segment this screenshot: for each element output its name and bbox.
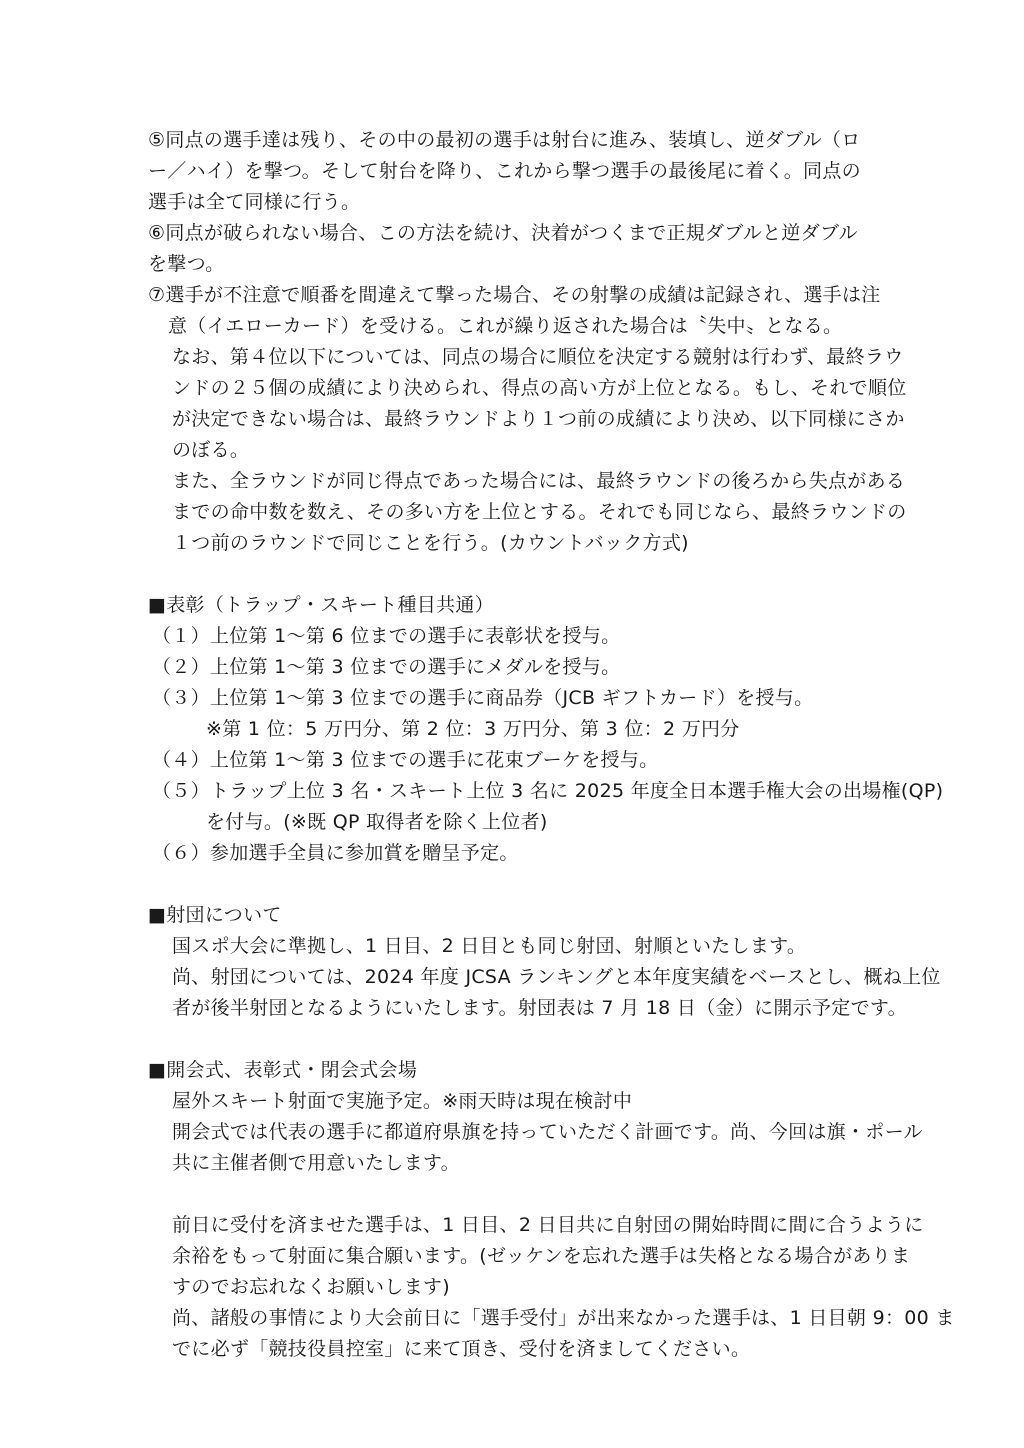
reception-line-4: 尚、諸般の事情により大会前日に「選手受付」が出来なかった選手は、1 日目朝 9：00 ま — [172, 1307, 955, 1329]
squads-line-3: 者が後半射団となるようにいたします。射団表は 7 月 18 日（金）に開示予定です。 — [172, 997, 907, 1019]
note-2-line-2: までの命中数を数え、その多い方を上位とする。それでも同じなら、最終ラウンドの — [172, 501, 907, 523]
awards-item-4: （４）上位第 1～第 3 位までの選手に花束ブーケを授与。 — [152, 749, 659, 771]
note-2-line-1: また、全ラウンドが同じ得点であった場合には、最終ラウンドの後ろから失点がある — [172, 470, 906, 492]
note-1-line-3: が決定できない場合は、最終ラウンドより１つ前の成績により決め、以下同様にさか — [172, 408, 905, 430]
reception-line-5: でに必ず「競技役員控室」に来て頂き、受付を済ましてください。 — [172, 1338, 751, 1360]
rule-5-line-1: ⑤同点の選手達は残り、その中の最初の選手は射台に進み、装填し、逆ダブル（ロ — [148, 129, 861, 151]
ceremony-heading: ■開会式、表彰式・閉会式会場 — [148, 1059, 418, 1081]
reception-line-2: 余裕をもって射面に集合願います。(ゼッケンを忘れた選手は失格となる場合がありま — [172, 1245, 911, 1267]
ceremony-line-1: 屋外スキート射面で実施予定。※雨天時は現在検討中 — [172, 1090, 633, 1112]
squads-heading: ■射団について — [148, 904, 282, 926]
awards-item-5-cont: を付与。(※既 QP 取得者を除く上位者) — [206, 811, 548, 833]
note-2-line-3: １つ前のラウンドで同じことを行う。(カウントバック方式) — [172, 532, 689, 554]
ceremony-line-2: 開会式では代表の選手に都道府県旗を持っていただく計画です。尚、今回は旗・ポール — [172, 1121, 923, 1143]
rule-7-line-2: 意（イエローカード）を受ける。これが繰り返された場合は〝失中〟となる。 — [168, 315, 843, 337]
rule-7-line-1: ⑦選手が不注意で順番を間違えて撃った場合、その射撃の成績は記録され、選手は注 — [148, 284, 881, 306]
rule-5-line-3: 選手は全て同様に行う。 — [148, 191, 361, 213]
reception-line-1: 前日に受付を済ませた選手は、1 日目、2 日目共に自射団の開始時間に間に合うように — [172, 1214, 924, 1236]
awards-item-5: （５）トラップ上位 3 名・スキート上位 3 名に 2025 年度全日本選手権大会の出場権(QP) — [152, 780, 944, 802]
reception-line-3: すのでお忘れなくお願いします) — [172, 1276, 450, 1298]
rule-5-line-2: ー／ハイ）を撃つ。そして射台を降り、これから撃つ選手の最後尾に着く。同点の — [148, 160, 861, 182]
awards-item-6: （６）参加選手全員に参加賞を贈呈予定。 — [152, 842, 519, 864]
note-1-line-4: のぼる。 — [172, 439, 250, 461]
squads-line-2: 尚、射団については、2024 年度 JCSA ランキングと本年度実績をベースとし、概ね上位 — [172, 966, 941, 988]
rule-6-line-1: ⑥同点が破られない場合、この方法を続け、決着がつくまで正規ダブルと逆ダブル — [148, 222, 858, 244]
awards-heading: ■表彰（トラップ・スキート種目共通） — [148, 594, 494, 616]
squads-line-1: 国スポ大会に準拠し、1 日目、2 日目とも同じ射団、射順といたします。 — [172, 935, 807, 957]
note-1-line-2: ンドの２５個の成績により決められ、得点の高い方が上位となる。もし、それで順位 — [172, 377, 907, 399]
note-1-line-1: なお、第４位以下については、同点の場合に順位を決定する競射は行わず、最終ラウ — [172, 346, 904, 368]
awards-item-3-note: ※第 1 位：5 万円分、第 2 位：3 万円分、第 3 位：2 万円分 — [206, 718, 740, 740]
awards-item-3: （３）上位第 1～第 3 位までの選手に商品券（JCB ギフトカード）を授与。 — [152, 687, 814, 709]
ceremony-line-3: 共に主催者側で用意いたします。 — [172, 1152, 460, 1174]
awards-item-1: （１）上位第 1～第 6 位までの選手に表彰状を授与。 — [152, 625, 621, 647]
awards-item-2: （２）上位第 1～第 3 位までの選手にメダルを授与。 — [152, 656, 621, 678]
rule-6-line-2: を撃つ。 — [148, 253, 225, 275]
